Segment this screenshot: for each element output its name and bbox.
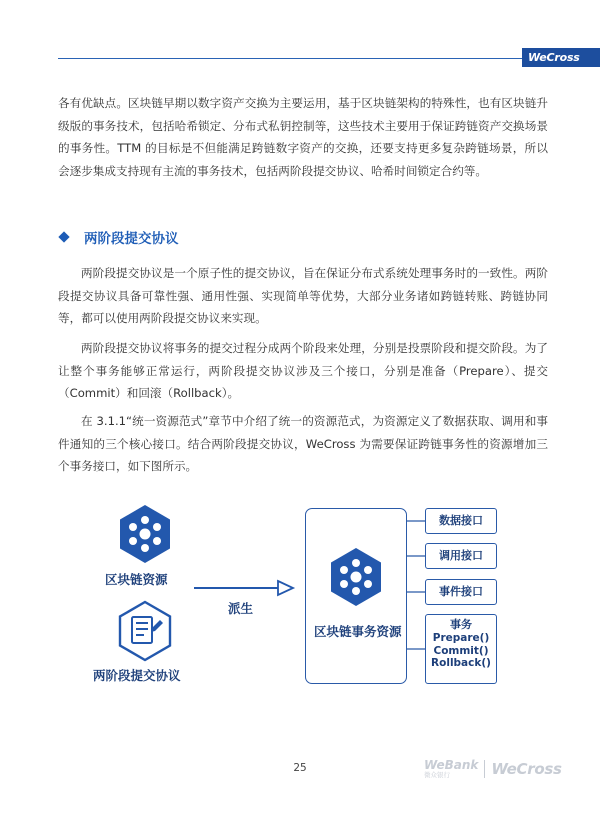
paragraph-4: 在 3.1.1“统一资源范式”章节中介绍了统一的资源范式，为资源定义了数据获取、调用和事件通知的三个核心接口。结合两阶段提交协议，WeCross 为需要保证跨链事务性的资源增加三个事务接口，如下图所示。 — [58, 414, 548, 473]
paragraph-2: 两阶段提交协议是一个原子性的提交协议，旨在保证分布式系统处理事务时的一致性。两阶段提交协议具备可靠性强、通用性强、实现简单等优势，大部分业务诸如跨链转账、跨链协同等，都可以使用两阶段提交协议来实现。 — [58, 266, 548, 325]
webank-logo — [424, 757, 479, 779]
blockchain-resource-icon — [120, 505, 170, 563]
page-number: 25 — [293, 762, 307, 774]
section-heading-text: 两阶段提交协议 — [84, 231, 179, 247]
paragraph-1: 各有优缺点。区块链早期以数字资产交换为主要运用，基于区块链架构的特殊性，也有区块链升级版的事务技术，包括哈希锁定、分布式私钥控制等，这些技术主要用于保证跨链资产交换场景的事务性。TTM 的目标是不但能满足跨链数字资产的交换，还要支持更多复杂跨链场景，所以会逐步集成支持现有主流的事务技术，包括两阶段提交协议、哈希时间锁定合约等。 — [58, 96, 548, 178]
footer-divider — [484, 760, 485, 778]
two-phase-commit-label: 两阶段提交协议 — [93, 668, 181, 683]
derive-label: 派生 — [228, 601, 254, 616]
webank-sub-text: 微众银行 — [424, 770, 450, 779]
rollback-method: Rollback() — [431, 657, 491, 669]
event-interface-box: 事件接口 — [425, 579, 497, 605]
footer-logo — [424, 758, 562, 780]
connector-lines — [407, 521, 425, 649]
transaction-resource-box — [305, 508, 407, 684]
transaction-interface-box — [425, 614, 497, 684]
commit-method: Commit() — [433, 644, 489, 657]
prepare-method: Prepare() — [432, 632, 490, 644]
header-wecross-logo: WeCross — [522, 48, 600, 67]
blockchain-resource-label: 区块链资源 — [105, 572, 168, 587]
webank-text: WeBank — [424, 757, 479, 772]
two-phase-commit-icon — [120, 602, 170, 660]
paragraph-3: 两阶段提交协议将事务的提交过程分成两个阶段来处理，分别是投票阶段和提交阶段。为了让整个事务能够正常运行，两阶段提交协议涉及三个接口，分别是准备（Prepare）、提交（Commit）和回滚（Rollback）。 — [58, 341, 548, 400]
data-interface-box: 数据接口 — [425, 508, 497, 534]
wecross-logo: WeCross — [491, 760, 562, 778]
transaction-title: 事务 — [450, 618, 472, 631]
transaction-resource-label: 区块链事务资源 — [314, 624, 402, 639]
call-interface-box: 调用接口 — [425, 543, 497, 569]
derive-arrow-icon — [194, 581, 293, 595]
